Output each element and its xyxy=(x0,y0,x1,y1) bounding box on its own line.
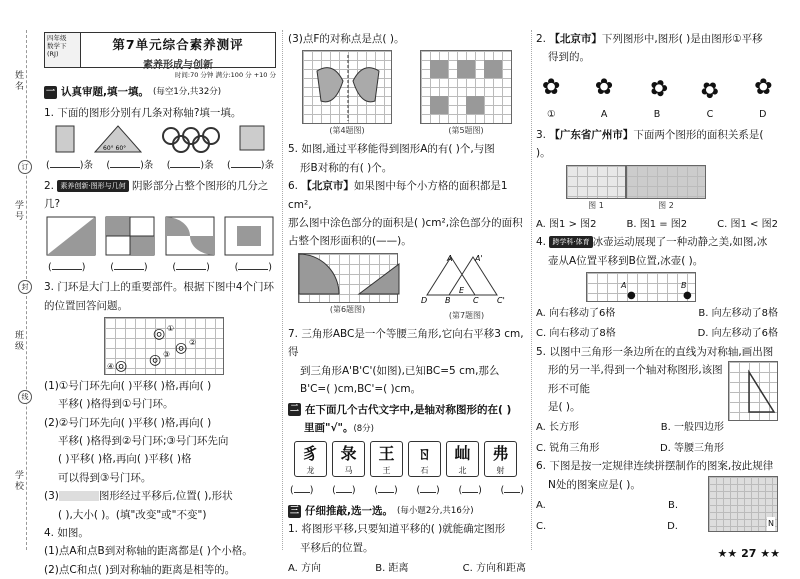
figures-6-7 xyxy=(288,253,526,323)
s3q4-options-row2 xyxy=(536,325,778,343)
answer-blank[interactable] xyxy=(110,156,140,168)
section-badge: 一 xyxy=(45,87,55,98)
question-1-4: 4. 如图。 xyxy=(44,526,89,539)
square-figure xyxy=(238,124,266,154)
section-1-heading xyxy=(44,83,276,101)
q7-line: B'C=( )cm,BC'=( )cm。 xyxy=(300,383,422,396)
shade-figure-1 xyxy=(46,216,96,256)
q1-answers: ( )条 ( )条 ( )条 ( )条 xyxy=(44,156,276,175)
column-1 xyxy=(44,30,276,576)
glyph-tile[interactable]: 屾 北 xyxy=(446,441,479,477)
q3-line: 可以得到③号门环。 xyxy=(58,471,152,484)
glyph-tile[interactable]: 弗 射 xyxy=(484,441,517,477)
knocker-grid xyxy=(104,317,224,375)
answer-blank[interactable] xyxy=(462,481,478,493)
margin-label-name: 姓名 xyxy=(13,70,23,92)
s3q1-line: 平移后的位置。 xyxy=(300,541,374,554)
answer-blank[interactable] xyxy=(504,481,520,493)
pattern-grid xyxy=(708,476,778,532)
section-note: (每小题2分,共16分) xyxy=(397,505,474,516)
q3-line: ( ),大小( )。(填"改变"或"不变") xyxy=(58,508,207,521)
s3q5-line: 形的另一半,得到一个轴对称图形,该图形不可能 xyxy=(548,364,723,395)
option-b[interactable]: B. 图1 = 图2 xyxy=(626,218,688,230)
q6-line: 那么图中涂色部分的面积是( )cm²,涂色部分的面积 xyxy=(288,216,523,229)
option-a[interactable]: A. 向右移动了6格 xyxy=(536,307,616,319)
edition-text: (RJ) xyxy=(47,49,59,58)
q7-line: 到三角形A'B'C'(如图),已知BC=5 cm,那么 xyxy=(300,364,500,377)
answer-blank[interactable] xyxy=(294,481,310,493)
page-number: ★★ 27 ★★ xyxy=(717,547,780,560)
q3-line: 平移( )格得到①号门环。 xyxy=(58,398,174,411)
angle-label: 60° 60° xyxy=(103,145,127,153)
glyph-tile[interactable]: 彔 马 xyxy=(332,441,365,477)
s3q2-line: 2. 【北京市】下列图形中,图形( )是由图形①平移 xyxy=(536,33,763,45)
shade-figures xyxy=(44,216,276,256)
column-2 xyxy=(288,30,526,574)
region-tag: 【北京市】 xyxy=(301,180,354,193)
answer-blank[interactable] xyxy=(336,481,352,493)
grade-text: 四年级 xyxy=(47,34,67,42)
option-b[interactable]: B. 距离 xyxy=(375,563,409,574)
svg-text:B: B xyxy=(444,295,450,305)
glyph-answers: ( ) ( ) ( ) ( ) ( ) ( ) xyxy=(288,481,526,500)
answer-blank[interactable] xyxy=(420,481,436,493)
shade-figure-3 xyxy=(165,216,215,256)
curling-stone-icon: ● xyxy=(683,289,692,301)
area-figures: 图 1 图 2 xyxy=(536,165,778,213)
symmetry-figures xyxy=(44,124,276,154)
s3q1-options xyxy=(288,560,526,578)
q3-line: (2)②号门环先向( )平移( )格,再向( ) xyxy=(44,416,212,429)
q7-line: 7. 三角形ABC是一个等腰三角形,它向右平移3 cm,得 xyxy=(288,328,524,359)
option-c[interactable]: C. 图1 < 图2 xyxy=(717,218,778,230)
svg-text:A: A xyxy=(446,253,452,263)
section-title: 认真审题,填一填。 xyxy=(61,86,149,99)
s3q5-line: 是( )。 xyxy=(548,401,581,413)
curling-grid xyxy=(586,272,696,302)
test-header xyxy=(44,32,276,71)
s3q3-options xyxy=(536,216,778,234)
section-title: 在下面几个古代文字中,是轴对称图形的在( ) xyxy=(305,403,512,416)
option-b[interactable]: B. 一般四边形 xyxy=(660,422,724,434)
q5-line: 形B对称的有( )个。 xyxy=(300,161,393,174)
shade-figure-4 xyxy=(224,216,274,256)
option-a[interactable]: A. 方向 xyxy=(288,563,322,574)
section-2-line: 里画"√"。(8分) xyxy=(304,421,374,434)
q5-line: 5. 如图,通过平移能得到图形A的有( )个,与图 xyxy=(288,143,495,156)
margin-label-school: 学校 xyxy=(13,470,23,492)
answer-blank[interactable] xyxy=(238,258,268,270)
rings-figure xyxy=(161,124,221,154)
glyph-tile[interactable]: ㄖ 石 xyxy=(408,441,441,477)
knocker-icon: ◎ xyxy=(115,357,128,374)
section-title: 仔细推敲,选一选。 xyxy=(305,504,393,517)
q3-line: 平移( )格得到②号门环;③号门环先向 xyxy=(58,435,229,447)
grade-box xyxy=(45,33,81,67)
area-figure-1 xyxy=(566,165,626,199)
q4-line: (3)点F的对称点是点( )。 xyxy=(288,33,405,45)
s3q4-options-row1 xyxy=(536,305,778,323)
position-a: A xyxy=(621,280,627,290)
answer-blank[interactable] xyxy=(114,258,144,270)
flower-icon[interactable]: ✿ xyxy=(753,74,772,100)
option-a[interactable]: A. 图1 > 图2 xyxy=(536,218,597,230)
s3q6-block xyxy=(536,476,778,535)
binding-hole: 订 xyxy=(18,160,32,174)
svg-text:A': A' xyxy=(474,253,483,263)
q3-line: (1)①号门环先向( )平移( )格,再向( ) xyxy=(44,379,212,392)
q3-line: ( )平移( )格,再向( )平移( )格 xyxy=(58,453,192,466)
svg-text:E: E xyxy=(458,285,464,295)
answer-blank[interactable] xyxy=(170,156,200,168)
glyph-tile[interactable]: 王 王 xyxy=(370,441,403,477)
option-c[interactable]: C. 向右移动了8格 xyxy=(536,328,616,340)
column-divider xyxy=(282,30,283,550)
s3q3-line: 3. 【广东省广州市】下面两个图形的面积关系是( )。 xyxy=(536,128,764,160)
section-badge: 三 xyxy=(289,505,299,516)
option-d[interactable]: D. 等腰三角形 xyxy=(659,442,724,454)
s3q6-line: 6. 下图是按一定规律连续拼摆制作的图案,按此规律 xyxy=(536,460,774,473)
s3q6-line: N处的图案应是( )。 xyxy=(548,478,641,491)
option-b[interactable]: B. 向左移动了8格 xyxy=(698,307,778,319)
question-1-2: 2. 素养创新·图形与几何 阴影部分占整个图形的几分之几? xyxy=(44,179,269,211)
s3q4-line: 壶从A位置平移到B位置,冰壶( )。 xyxy=(548,254,704,267)
flower-icon[interactable]: ✿ xyxy=(594,74,614,100)
section-2-heading xyxy=(288,401,526,419)
fig6-grid xyxy=(298,253,398,303)
figure-caption: (第5题图) xyxy=(448,126,484,136)
curling-stone-icon: ● xyxy=(627,289,636,301)
knocker-label: ④ xyxy=(107,361,115,371)
subject-text: 数学下 xyxy=(47,41,67,50)
answer-blank[interactable] xyxy=(231,156,261,168)
binding-hole: 线 xyxy=(18,390,32,404)
section-3-heading xyxy=(288,502,526,520)
question-1-3: 3. 门环是大门上的重要部件。根据下图中4个门环的位置回答问题。 xyxy=(44,281,275,312)
inline-figure xyxy=(59,491,99,501)
page-subtitle: 素养形成与创新 xyxy=(143,59,213,71)
figure-caption: (第4题图) xyxy=(329,126,365,136)
option-d[interactable]: D. 向左移动了6格 xyxy=(697,328,778,340)
knocker-label: ③ xyxy=(163,349,171,359)
option-c[interactable]: C. 锐角三角形 xyxy=(536,442,600,454)
margin-label-class: 班级 xyxy=(13,330,23,352)
section-badge: 二 xyxy=(289,404,299,415)
flower-icon[interactable]: ✿ xyxy=(645,78,671,98)
flower-icon[interactable]: ✿ xyxy=(700,76,720,102)
s3q1-line: 1. 将图形平移,只要知道平移的( )就能确定图形 xyxy=(288,523,506,536)
area-figure-2 xyxy=(626,165,706,199)
n-marker: N xyxy=(767,517,775,531)
option-d[interactable]: D. xyxy=(667,520,678,532)
q4-line: (2)点C和点( )到对称轴的距离是相等的。 xyxy=(44,563,236,576)
s3q2-line: 得到的。 xyxy=(548,51,590,64)
figure-caption: (第7题图) xyxy=(448,311,485,320)
time-score-meta: 时间:70 分钟 满分:100 分 +10 分 xyxy=(174,71,276,79)
option-a[interactable]: A. xyxy=(536,500,546,512)
question-text: 阴影部分占整个图形的几分之几? xyxy=(44,179,269,211)
question-1-1: 1. 下面的图形分别有几条对称轴?填一填。 xyxy=(44,106,242,119)
ancient-glyphs xyxy=(294,441,526,477)
figure-caption: (第6题图) xyxy=(329,304,366,314)
knocker-icon: ◎ xyxy=(149,351,162,368)
flower-icon: ✿ xyxy=(542,74,561,100)
rectangle-figure xyxy=(54,124,76,154)
shade-figure-2 xyxy=(105,216,155,256)
flower-options: ✿ ① ✿ A ✿ B ✿ C ✿ D xyxy=(536,69,778,124)
fig4-grid xyxy=(302,50,392,124)
glyph-tile[interactable]: 豸 龙 xyxy=(294,441,327,477)
option-c[interactable]: C. 方向和距离 xyxy=(462,563,526,574)
page-title: 第7单元综合素养测评 xyxy=(112,37,244,52)
fig7-triangles xyxy=(417,253,517,303)
q4-line: (1)点A和点B到对称轴的距离都是( )个小格。 xyxy=(44,545,253,558)
knocker-label: ① xyxy=(167,323,175,333)
answer-blank[interactable] xyxy=(378,481,394,493)
q6-line: 6. 【北京市】如果图中每个小方格的面积都是1 cm², xyxy=(288,180,508,211)
column-divider xyxy=(531,30,532,550)
binding-margin xyxy=(0,0,40,566)
option-c[interactable]: C. xyxy=(536,520,547,532)
knocker-label: ② xyxy=(189,337,197,347)
figures-4-5 xyxy=(288,50,526,138)
triangle-grid xyxy=(728,361,778,421)
answer-blank[interactable] xyxy=(50,156,80,168)
answer-blank[interactable] xyxy=(176,258,206,270)
s3q4-line: 4. 跨学科·体育 冰壶运动展现了一种动静之美,如图,冰 xyxy=(536,236,768,249)
question-tag: 跨学科·体育 xyxy=(549,236,592,248)
q2-answers: ( ) ( ) ( ) ( ) xyxy=(44,258,276,277)
section-note: (每空1分,共32分) xyxy=(153,87,222,98)
q3-line: (3) 图形经过平移后,位置( ),形状 xyxy=(44,490,233,503)
column-3 xyxy=(536,30,778,550)
binding-hole: 封 xyxy=(18,280,32,294)
q6-line: 占整个图形面积的(——)。 xyxy=(288,235,412,248)
question-tag: 素养创新·图形与几何 xyxy=(57,180,128,192)
option-a[interactable]: A. 长方形 xyxy=(536,422,580,434)
svg-text:C': C' xyxy=(496,295,505,305)
knocker-icon: ◎ xyxy=(175,339,188,356)
s3q5-line: 5. 以图中三角形一条边所在的直线为对称轴,画出图 xyxy=(536,345,774,358)
triangle-figure xyxy=(93,124,143,154)
position-b: B xyxy=(681,280,687,290)
fig5-grid xyxy=(420,50,512,124)
option-b[interactable]: B. xyxy=(667,500,678,512)
s3q5-block xyxy=(536,361,778,457)
knocker-icon: ◎ xyxy=(153,325,166,342)
answer-blank[interactable] xyxy=(52,258,82,270)
svg-text:C: C xyxy=(472,295,479,305)
svg-text:D: D xyxy=(420,295,427,305)
margin-label-id: 学号 xyxy=(13,200,23,222)
